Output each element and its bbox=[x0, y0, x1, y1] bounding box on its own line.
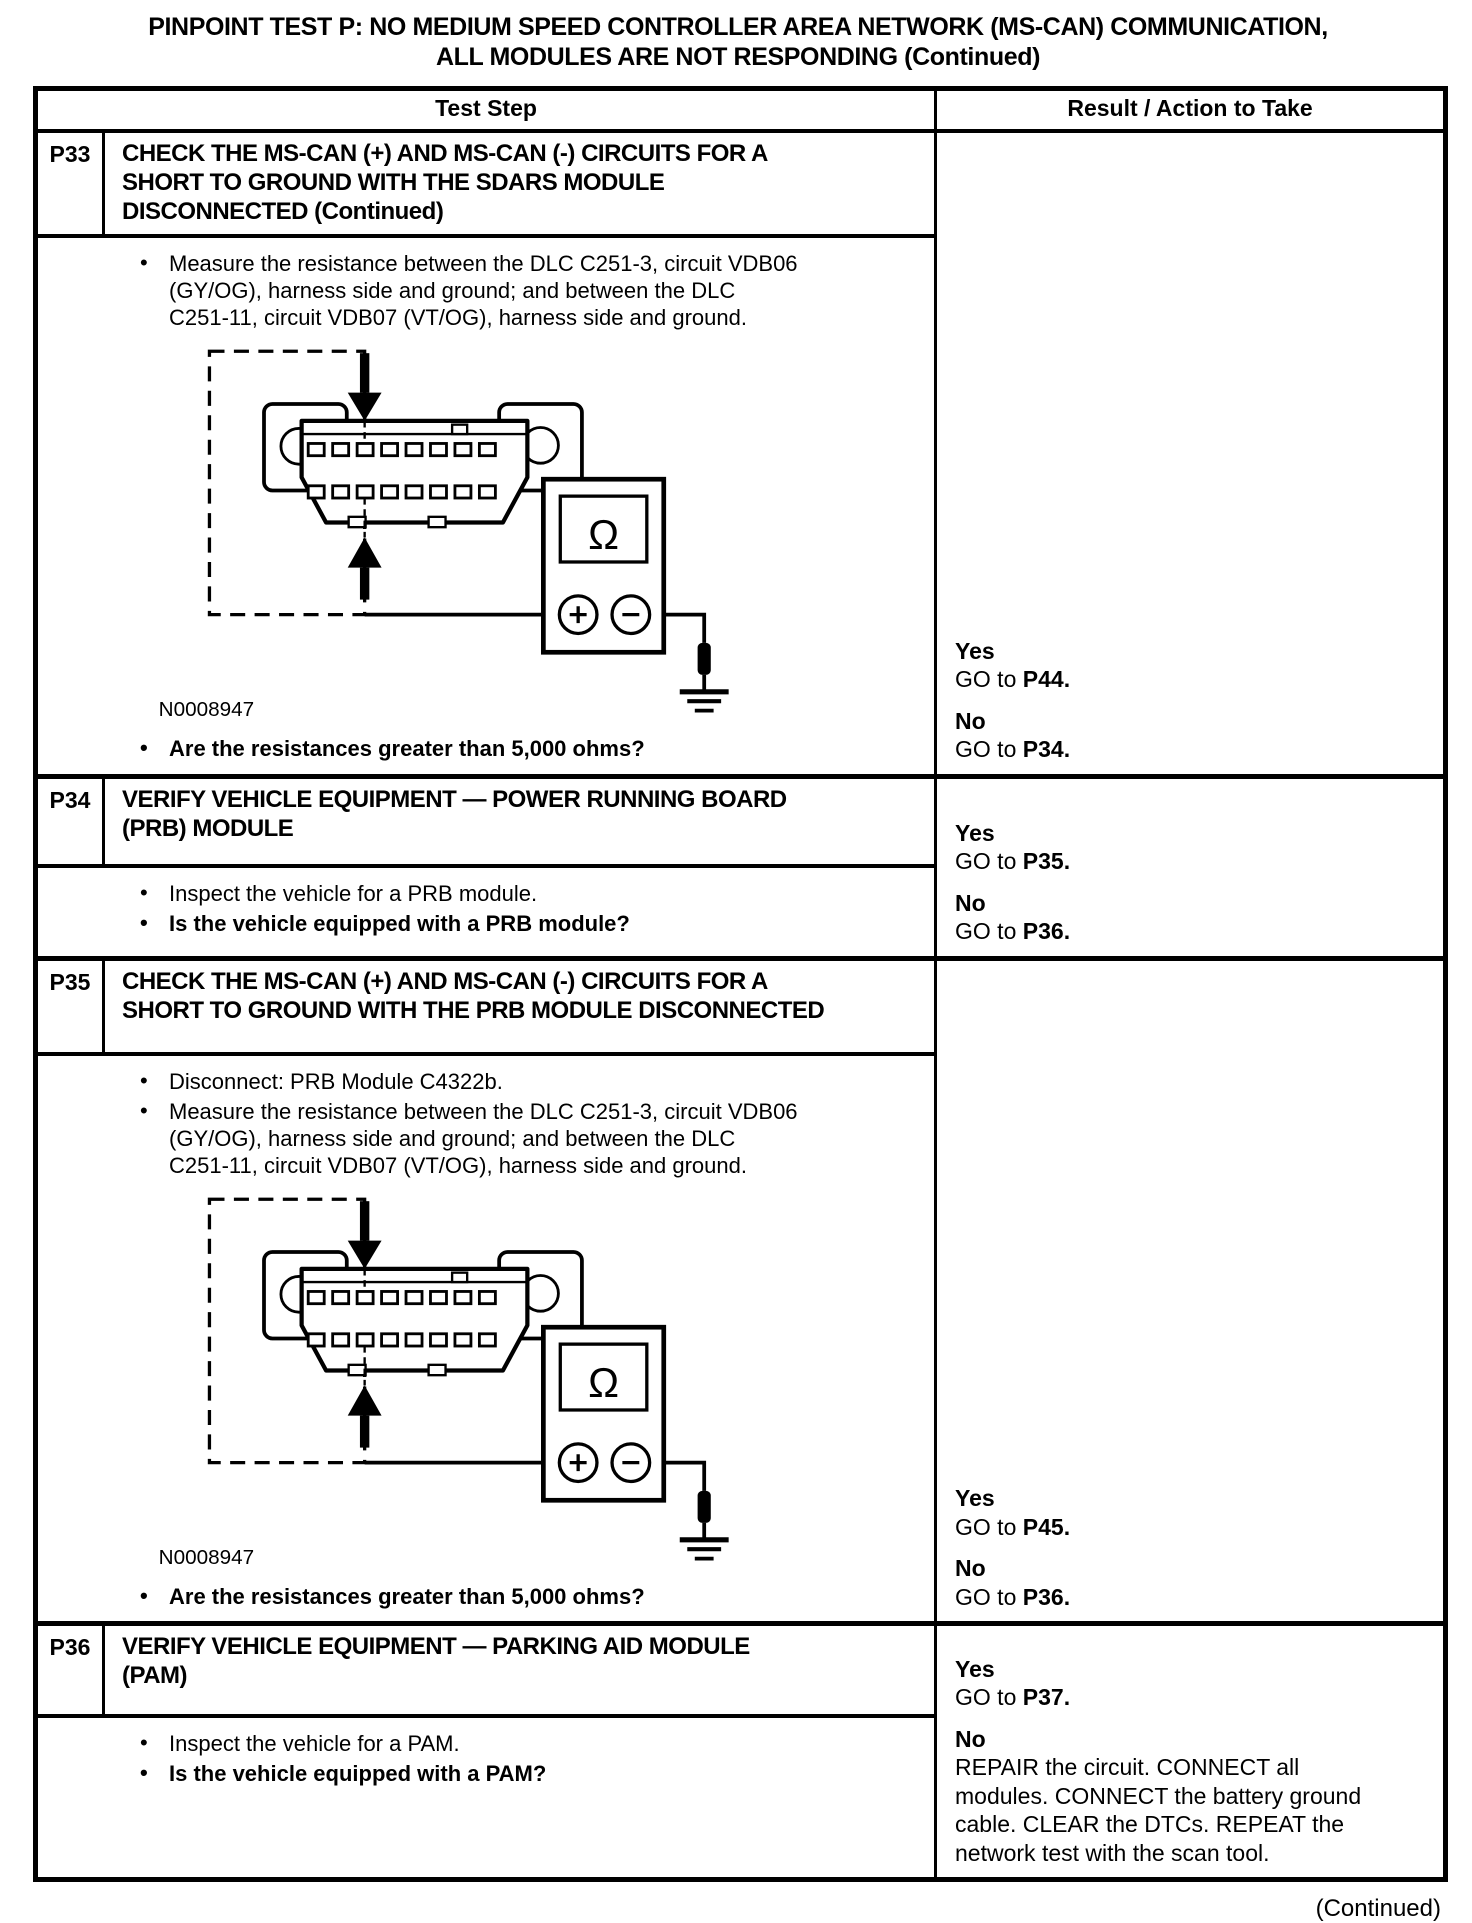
ohm-symbol: Ω bbox=[588, 1359, 620, 1406]
step-bullet: • Inspect the vehicle for a PRB module. bbox=[133, 881, 926, 908]
figure-dlc-ohmmeter bbox=[153, 340, 926, 726]
step-id: P34 bbox=[36, 776, 104, 866]
step-bullet: • Disconnect: PRB Module C4322b. bbox=[133, 1069, 926, 1096]
step-question: • Are the resistances greater than 5,000 ohms? bbox=[133, 1584, 926, 1611]
page-title-line2: ALL MODULES ARE NOT RESPONDING (Continued) bbox=[435, 43, 1040, 71]
result-action: REPAIR the circuit. CONNECT all modules. CONNECT the battery ground cable. CLEAR the DTCs. REPEAT the network test with the scan tool. bbox=[955, 1754, 1362, 1866]
dlc-connector bbox=[264, 404, 582, 527]
ohmmeter bbox=[543, 1327, 663, 1500]
probe-tip bbox=[698, 1490, 711, 1522]
step-title: CHECK THE MS-CAN (+) AND MS-CAN (-) CIRCUITS FOR A SHORT TO GROUND WITH THE SDARS MODULE DISCONNECTED (Continued) bbox=[104, 131, 936, 236]
pinpoint-test-table bbox=[33, 86, 1448, 1882]
step-bullet: • Measure the resistance between the DLC C251-3, circuit VDB06 (GY/OG), harness side and ground; and between the DLC C251-11, circuit VDB07 (VT/OG), harness side and ground. bbox=[133, 1099, 926, 1179]
step-row-p35-header bbox=[36, 958, 1446, 1054]
ohmmeter bbox=[543, 479, 663, 652]
result-cell bbox=[936, 131, 1446, 776]
column-header-test-step: Test Step bbox=[36, 89, 936, 132]
dlc-ohmmeter-diagram bbox=[153, 340, 755, 720]
result-answer: No bbox=[955, 1555, 986, 1582]
probe-tip bbox=[698, 643, 711, 675]
step-bullet: • Inspect the vehicle for a PAM. bbox=[133, 1731, 926, 1758]
dlc-ohmmeter-diagram bbox=[153, 1188, 755, 1568]
step-body bbox=[36, 866, 936, 958]
result-cell bbox=[936, 958, 1446, 1624]
result-answer: Yes bbox=[955, 1655, 995, 1682]
result-no bbox=[955, 707, 1433, 764]
step-body bbox=[36, 236, 936, 776]
result-cell bbox=[936, 1624, 1446, 1880]
step-body bbox=[36, 1716, 936, 1880]
figure-label: N0008947 bbox=[158, 1545, 255, 1568]
step-question: • Is the vehicle equipped with a PRB module? bbox=[133, 911, 926, 938]
result-answer: No bbox=[955, 707, 986, 734]
result-action: GO to P45. bbox=[955, 1513, 1071, 1540]
result-action: GO to P36. bbox=[955, 1583, 1071, 1610]
step-bullet: • Measure the resistance between the DLC C251-3, circuit VDB06 (GY/OG), harness side and ground; and between the DLC C251-11, circuit VDB07 (VT/OG), harness side and ground. bbox=[133, 251, 926, 331]
step-id: P36 bbox=[36, 1624, 104, 1716]
footer-continued: (Continued) bbox=[1315, 1895, 1441, 1923]
page-title bbox=[33, 12, 1443, 72]
column-header-result: Result / Action to Take bbox=[936, 89, 1446, 132]
probe-arrow-up-icon bbox=[348, 1385, 382, 1447]
step-row-p34-header bbox=[36, 776, 1446, 866]
result-action: GO to P36. bbox=[955, 918, 1071, 945]
result-action: GO to P34. bbox=[955, 736, 1071, 763]
step-id: P35 bbox=[36, 958, 104, 1054]
figure-dlc-ohmmeter bbox=[153, 1188, 926, 1574]
step-id: P33 bbox=[36, 131, 104, 236]
result-action: GO to P44. bbox=[955, 666, 1071, 693]
step-question: • Are the resistances greater than 5,000 ohms? bbox=[133, 736, 926, 763]
step-title: CHECK THE MS-CAN (+) AND MS-CAN (-) CIRCUITS FOR A SHORT TO GROUND WITH THE PRB MODULE DISCONNECTED bbox=[104, 958, 936, 1054]
step-body bbox=[36, 1054, 936, 1624]
result-action: GO to P37. bbox=[955, 1684, 1071, 1711]
dlc-connector bbox=[264, 1251, 582, 1374]
result-yes bbox=[955, 1655, 1433, 1712]
page-title-line1: PINPOINT TEST P: NO MEDIUM SPEED CONTROLLER AREA NETWORK (MS-CAN) COMMUNICATION, bbox=[148, 13, 1328, 41]
result-yes bbox=[955, 1484, 1433, 1541]
probe-arrow-down-icon bbox=[348, 353, 382, 421]
result-answer: Yes bbox=[955, 1485, 995, 1512]
step-title: VERIFY VEHICLE EQUIPMENT — PARKING AID MODULE (PAM) bbox=[104, 1624, 936, 1716]
result-yes bbox=[955, 819, 1433, 876]
probe-arrow-up-icon bbox=[348, 537, 382, 599]
result-action: GO to P35. bbox=[955, 848, 1071, 875]
step-row-p36-header bbox=[36, 1624, 1446, 1716]
result-answer: Yes bbox=[955, 637, 995, 664]
result-no bbox=[955, 889, 1433, 946]
step-row-p33-header bbox=[36, 131, 1446, 236]
figure-label: N0008947 bbox=[158, 698, 255, 720]
result-no bbox=[955, 1725, 1433, 1868]
ohm-symbol: Ω bbox=[588, 511, 620, 558]
result-cell bbox=[936, 776, 1446, 958]
result-answer: Yes bbox=[955, 819, 995, 846]
result-answer: No bbox=[955, 1725, 986, 1752]
probe-arrow-down-icon bbox=[348, 1201, 382, 1269]
result-yes bbox=[955, 637, 1433, 694]
step-question: • Is the vehicle equipped with a PAM? bbox=[133, 1761, 926, 1788]
result-answer: No bbox=[955, 889, 986, 916]
step-title: VERIFY VEHICLE EQUIPMENT — POWER RUNNING BOARD (PRB) MODULE bbox=[104, 776, 936, 866]
result-no bbox=[955, 1554, 1433, 1611]
